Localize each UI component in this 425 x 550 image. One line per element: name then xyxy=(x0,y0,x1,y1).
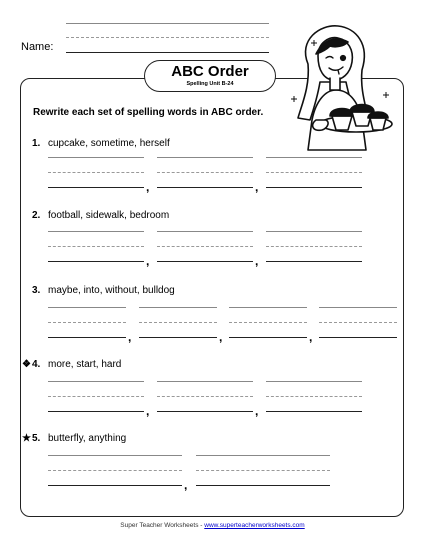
question-5-number: 5. xyxy=(32,433,41,444)
comma: , xyxy=(184,478,188,492)
answer-1c-mid xyxy=(266,172,362,173)
question-1-number: 1. xyxy=(32,138,41,149)
answer-3c-line[interactable] xyxy=(229,337,307,338)
answer-5a-top xyxy=(48,455,182,456)
answer-4a-mid xyxy=(48,396,144,397)
diamond-icon: ❖ xyxy=(22,359,31,370)
question-4-number: 4. xyxy=(32,359,41,370)
footer xyxy=(0,522,425,529)
question-3-words: maybe, into, without, bulldog xyxy=(48,285,175,296)
answer-1a-line[interactable] xyxy=(48,187,144,188)
answer-2c-line[interactable] xyxy=(266,261,362,262)
comma: , xyxy=(128,330,132,344)
comma: , xyxy=(146,254,150,268)
answer-2c-top xyxy=(266,231,362,232)
answer-3b-mid xyxy=(139,322,217,323)
question-3-number: 3. xyxy=(32,285,41,296)
answer-3a-mid xyxy=(48,322,126,323)
comma: , xyxy=(255,180,259,194)
answer-1a-top xyxy=(48,157,144,158)
answer-3d-mid xyxy=(319,322,397,323)
footer-brand: Super Teacher Worksheets xyxy=(120,522,199,529)
answer-3d-top xyxy=(319,307,397,308)
question-5-words: butterfly, anything xyxy=(48,433,127,444)
answer-4a-top xyxy=(48,381,144,382)
answer-5b-mid xyxy=(196,470,330,471)
answer-1a-mid xyxy=(48,172,144,173)
answer-3a-line[interactable] xyxy=(48,337,126,338)
answer-2a-mid xyxy=(48,246,144,247)
answer-2b-mid xyxy=(157,246,253,247)
answer-2c-mid xyxy=(266,246,362,247)
answer-2a-line[interactable] xyxy=(48,261,144,262)
answer-3b-line[interactable] xyxy=(139,337,217,338)
answer-4c-line[interactable] xyxy=(266,411,362,412)
answer-2b-top xyxy=(157,231,253,232)
answer-1c-line[interactable] xyxy=(266,187,362,188)
answer-1b-mid xyxy=(157,172,253,173)
question-2-number: 2. xyxy=(32,210,41,221)
question-2-words: football, sidewalk, bedroom xyxy=(48,210,170,221)
answer-4c-mid xyxy=(266,396,362,397)
name-line-dashed xyxy=(66,37,269,38)
name-line-top xyxy=(66,23,269,24)
answer-3c-mid xyxy=(229,322,307,323)
name-label: Name: xyxy=(21,41,54,53)
answer-3d-line[interactable] xyxy=(319,337,397,338)
answer-5b-line[interactable] xyxy=(196,485,330,486)
question-1-words: cupcake, sometime, herself xyxy=(48,138,170,149)
comma: , xyxy=(146,404,150,418)
comma: , xyxy=(255,254,259,268)
worksheet-title: ABC Order xyxy=(171,63,249,80)
answer-5a-line[interactable] xyxy=(48,485,182,486)
name-line-base[interactable] xyxy=(66,52,269,53)
answer-4b-top xyxy=(157,381,253,382)
answer-3a-top xyxy=(48,307,126,308)
answer-3b-top xyxy=(139,307,217,308)
footer-url-link[interactable]: www.superteacherworksheets.com xyxy=(204,522,305,529)
answer-4c-top xyxy=(266,381,362,382)
answer-2a-top xyxy=(48,231,144,232)
question-4-words: more, start, hard xyxy=(48,359,122,370)
instructions: Rewrite each set of spelling words in ABC order. xyxy=(33,107,264,118)
answer-5a-mid xyxy=(48,470,182,471)
answer-2b-line[interactable] xyxy=(157,261,253,262)
worksheet-subtitle: Spelling Unit B-24 xyxy=(186,81,234,87)
answer-3c-top xyxy=(229,307,307,308)
answer-1b-line[interactable] xyxy=(157,187,253,188)
answer-4b-mid xyxy=(157,396,253,397)
comma: , xyxy=(255,404,259,418)
comma: , xyxy=(146,180,150,194)
answer-1b-top xyxy=(157,157,253,158)
comma: , xyxy=(309,330,313,344)
comma: , xyxy=(219,330,223,344)
footer-separator: - xyxy=(200,522,203,529)
answer-5b-top xyxy=(196,455,330,456)
answer-4a-line[interactable] xyxy=(48,411,144,412)
title-pill xyxy=(144,60,276,92)
girl-with-cupcakes-illustration xyxy=(286,20,396,160)
answer-4b-line[interactable] xyxy=(157,411,253,412)
answer-1c-top xyxy=(266,157,362,158)
star-icon: ★ xyxy=(22,433,31,444)
